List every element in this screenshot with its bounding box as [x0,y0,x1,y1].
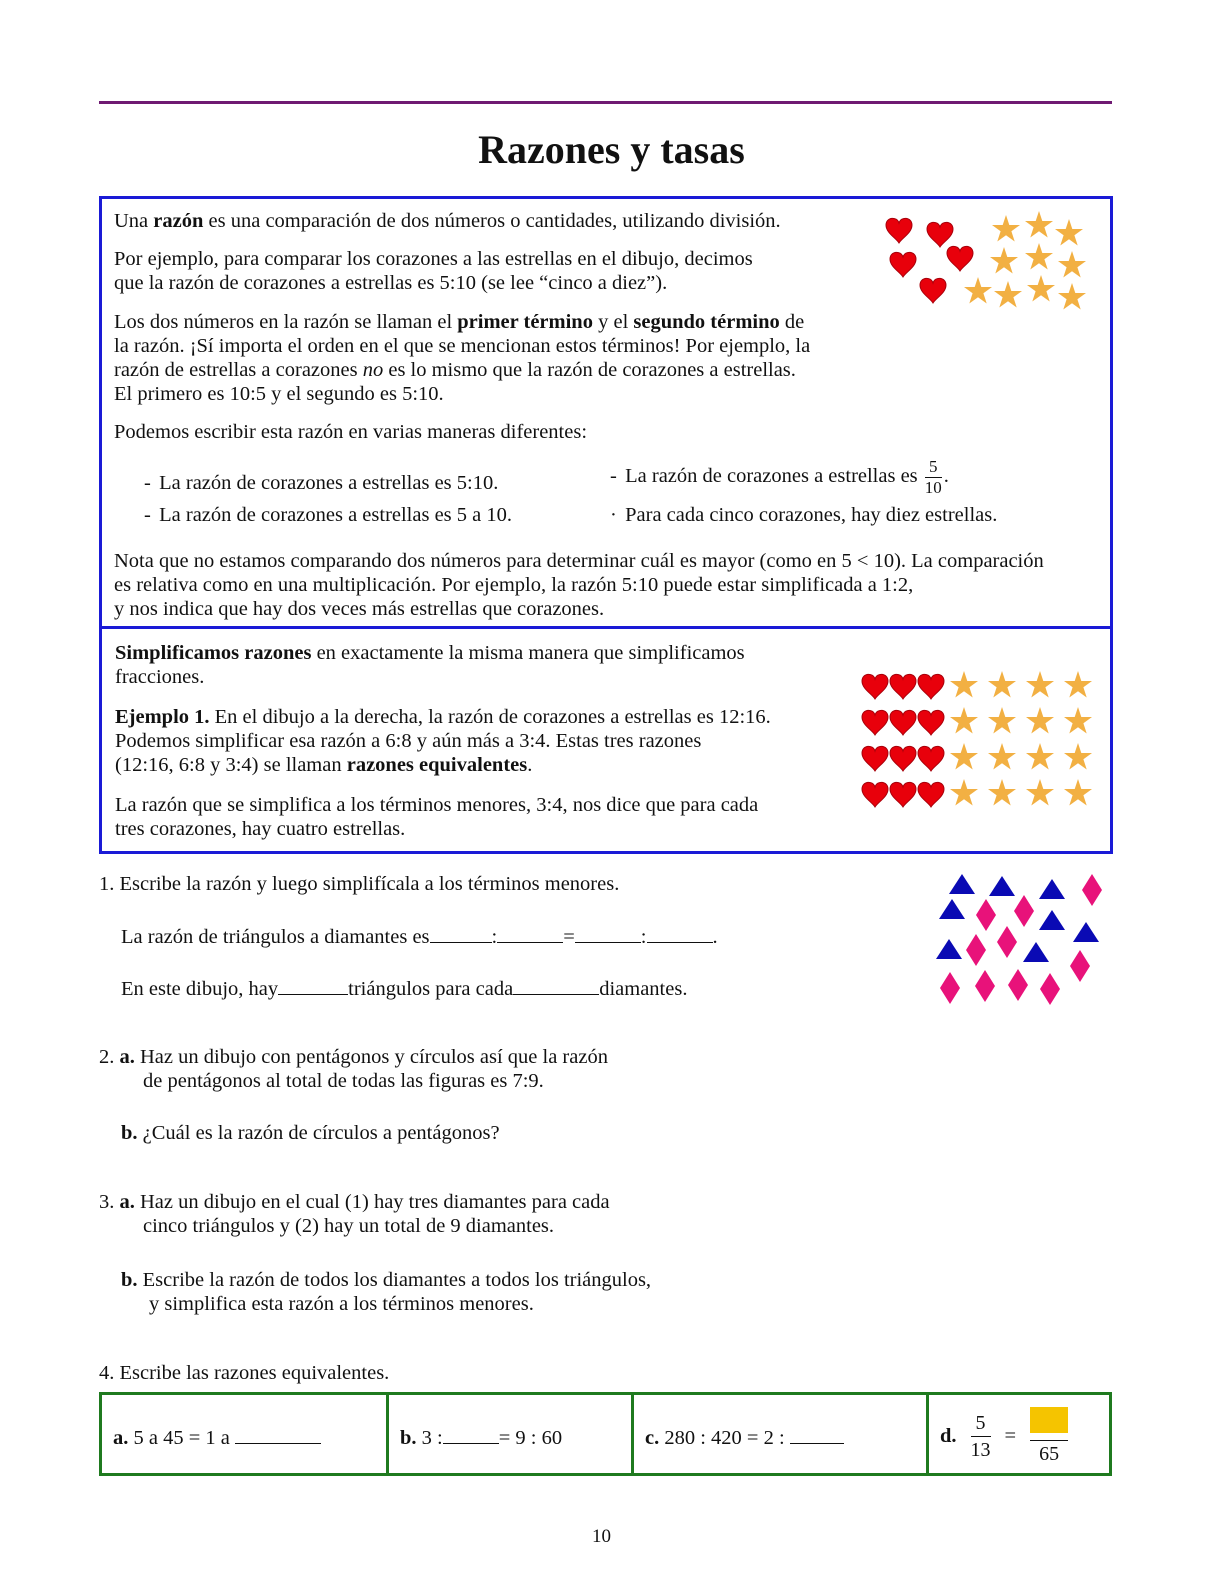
q4d-cell: d. $\frac{5}{13}$ = 65 [929,1395,1109,1473]
fraction-5-13: $\frac{5}{13}$ [970,1411,991,1461]
answer-blank[interactable] [647,924,713,943]
q2a: 2. a. Haz un dibujo con pentágonos y círculos así que la razón de pentágonos al total de todas las figuras es 7:9. [99,1046,608,1092]
q1-ratio-line: La razón de triángulos a diamantes es : = : . [121,926,718,948]
intro-p3: Los dos números en la razón se llaman el primer término y el segundo término de la razón. ¡Sí importa el orden en el que se mencionan estos términos! Por ejemplo, la razón de estrellas a corazones no es lo mismo que la razón de corazones a estrellas. El primero es 10:5 y el segundo es 5:10. [114,311,811,405]
q1-prompt: 1. Escribe la razón y luego simplifícala a los términos menores. [99,873,620,895]
page-title: Razones y tasas [478,127,745,172]
answer-blank[interactable] [430,924,492,943]
bullet-item: - La razón de corazones a estrellas es 5 a 10. [144,504,513,526]
intro-p1: Una razón es una comparación de dos números o cantidades, utilizando división. [114,210,781,232]
hearts-stars-picture-12-16 [860,669,1110,819]
answer-blank[interactable] [278,976,348,995]
q1-sentence-line: En este dibujo, hay triángulos para cada diamantes. [121,978,688,1000]
answer-blank[interactable] [497,924,563,943]
bullet-item: - La razón de corazones a estrellas es 5:10. [144,472,499,494]
q3b: b. Escribe la razón de todos los diamantes a todos los triángulos, y simplifica esta razón a los términos menores. [121,1269,652,1315]
intro-box [99,196,1113,629]
intro-p5: Nota que no estamos comparando dos números para determinar cuál es mayor (como en 5 < 10). La comparación es relativa como en una multiplicación. Por ejemplo, la razón 5:10 puede estar simplificada a 1:2, y nos indica que hay dos veces más estrellas que corazones. [114,550,1044,620]
q3a: 3. a. Haz un dibujo en el cual (1) hay tres diamantes para cada cinco triángulos y (2) hay un total de 9 diamantes. [99,1191,610,1237]
answer-blank[interactable] [790,1425,844,1444]
q4c-cell: c. 280 : 420 = 2 : [634,1395,929,1473]
answer-blank[interactable] [513,976,599,995]
header-rule [99,101,1112,104]
answer-blank[interactable] [575,924,641,943]
answer-blank[interactable] [235,1425,321,1444]
fraction-5-10: $\frac{5}{10}$ [924,456,942,497]
fraction-blank-65: 65 [1030,1407,1068,1465]
triangles-diamonds-picture [930,868,1110,1013]
bullet-item: · Para cada cinco corazones, hay diez estrellas. [610,504,998,526]
intro-p2: Por ejemplo, para comparar los corazones a las estrellas en el dibujo, decimos que la razón de corazones a estrellas es 5:10 (se lee “cinco a diez”). [114,248,753,294]
simplify-p1: Simplificamos razones en exactamente la misma manera que simplificamos fracciones. [115,642,745,688]
q4a-cell: a. 5 a 45 = 1 a [102,1395,389,1473]
bullet-item: - La razón de corazones a estrellas es $\frac{5}{10}$ . [610,456,949,497]
simplify-box [99,626,1113,854]
q4-prompt: 4. Escribe las razones equivalentes. [99,1362,390,1384]
example-1: Ejemplo 1. En el dibujo a la derecha, la razón de corazones a estrellas es 12:16. Podemos simplificar esa razón a 6:8 y aún más a 3:4. Estas tres razones (12:16, 6:8 y 3:4) se llaman razones equivalentes. [115,706,771,776]
equivalent-ratios-table [99,1392,1112,1476]
q2b: b. ¿Cuál es la razón de círculos a pentágonos? [121,1122,500,1144]
answer-blank[interactable] [443,1425,499,1444]
answer-box[interactable] [1030,1407,1068,1433]
page-number: 10 [592,1526,611,1547]
hearts-stars-picture-5-10 [882,205,1102,315]
q4b-cell: b. 3 : = 9 : 60 [389,1395,634,1473]
simplify-p3: La razón que se simplifica a los términos menores, 3:4, nos dice que para cada tres corazones, hay cuatro estrellas. [115,794,759,840]
intro-p4: Podemos escribir esta razón en varias maneras diferentes: [114,421,588,443]
